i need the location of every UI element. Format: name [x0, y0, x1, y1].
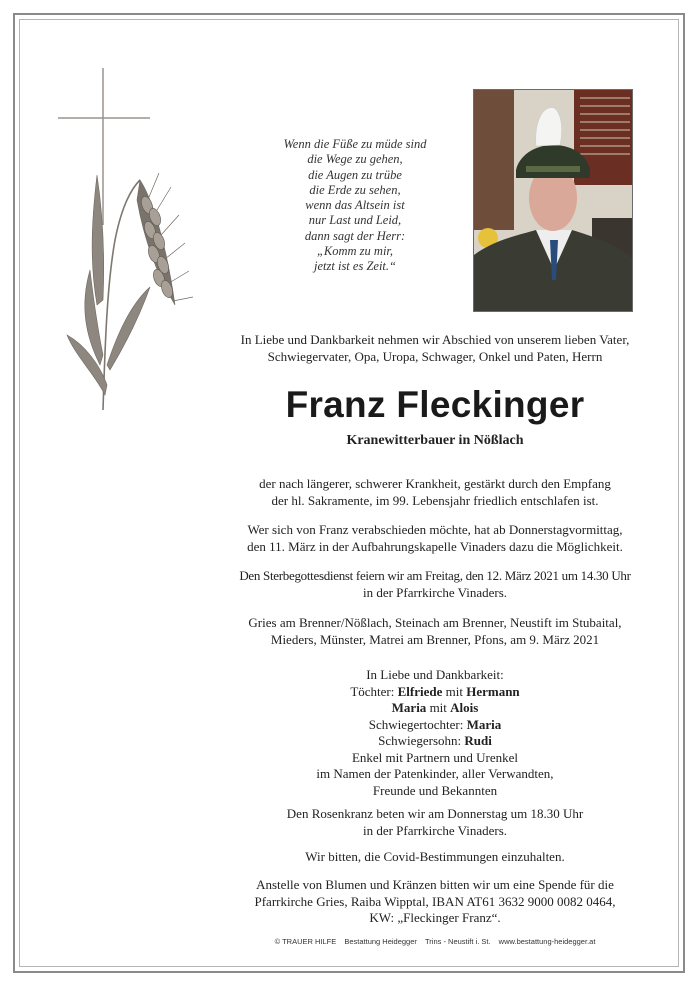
death-paragraph — [235, 476, 635, 509]
viewing-paragraph — [235, 522, 635, 555]
deceased-name: Franz Fleckinger — [285, 384, 585, 425]
daughters-label: Töchter: — [350, 683, 395, 699]
daughters-line — [235, 684, 635, 701]
text-line: Mieders, Münster, Matrei am Brenner, Pfons, am 9. März 2021 — [270, 631, 600, 647]
wheat-icon — [67, 173, 193, 410]
godchildren-line: im Namen der Patenkinder, aller Verwandten, — [316, 766, 554, 781]
mourners-list — [235, 667, 635, 799]
footer — [235, 937, 635, 946]
text-line: in der Pfarrkirche Vinaders. — [362, 584, 508, 600]
daughter-in-law-name: Maria — [466, 716, 502, 732]
cross-wheat-ornament — [55, 65, 205, 415]
portrait-photo — [473, 89, 633, 312]
footer-brand: © TRAUER HILFE — [274, 937, 337, 946]
donation-paragraph — [235, 877, 635, 927]
cross-icon — [58, 68, 150, 225]
poem-line: wenn das Altsein ist — [305, 198, 405, 213]
poem-line: die Wege zu gehen, — [307, 152, 403, 167]
mourners-heading: In Liebe und Dankbarkeit: — [366, 667, 504, 682]
son-in-law-line — [235, 733, 635, 750]
daughter-name: Maria — [391, 700, 427, 715]
poem — [250, 137, 460, 275]
spouse-name: Alois — [450, 700, 479, 715]
footer-website[interactable]: www.bestattung-heidegger.at — [498, 937, 596, 946]
places-date-paragraph — [235, 615, 635, 648]
with-word: mit — [429, 700, 447, 715]
intro-line: Schwiegervater, Opa, Uropa, Schwager, Onkel und Paten, Herrn — [267, 348, 603, 364]
covid-notice — [235, 849, 635, 866]
text-line: den 11. März in der Aufbahrungskapelle Vinaders dazu die Möglichkeit. — [247, 538, 623, 554]
son-in-law-label: Schwiegersohn: — [378, 733, 462, 748]
text-line: Anstelle von Blumen und Kränzen bitten wir um eine Spende für die — [256, 877, 614, 892]
poem-line: die Augen zu trübe — [308, 167, 402, 182]
text-line: Wir bitten, die Covid-Bestimmungen einzuhalten. — [305, 849, 565, 864]
text-line: Pfarrkirche Gries, Raiba Wipptal, IBAN AT61 3632 9000 0082 0464, — [254, 893, 616, 909]
grandchildren-line: Enkel mit Partnern und Urenkel — [351, 749, 519, 765]
deceased-subtitle: Kranewitterbauer in Nößlach — [346, 433, 524, 448]
daughter-in-law-label: Schwiegertochter: — [368, 716, 464, 732]
text-line: Den Rosenkranz beten wir am Donnerstag um 18.30 Uhr — [286, 806, 584, 821]
text-line: KW: „Fleckinger Franz“. — [369, 910, 501, 925]
text-line: Gries am Brenner/Nößlach, Steinach am Brenner, Neustift im Stubaital, — [248, 615, 622, 630]
friends-line: Freunde und Bekannten — [372, 782, 498, 798]
text-line: in der Pfarrkirche Vinaders. — [362, 822, 508, 838]
poem-line: jetzt ist es Zeit.“ — [314, 259, 396, 274]
poem-line: nur Last und Leid, — [308, 213, 402, 228]
text-line: der hl. Sakramente, im 99. Lebensjahr friedlich entschlafen ist. — [271, 492, 599, 508]
rosary-paragraph — [235, 806, 635, 839]
text-line: Wer sich von Franz verabschieden möchte, hat ab Donnerstagvormittag, — [247, 522, 623, 537]
text-line: Den Sterbegottesdienst feiern wir am Freitag, den 12. März 2021 um 14.30 Uhr — [239, 568, 631, 583]
with-word: mit — [445, 683, 463, 699]
poem-line: dann sagt der Herr: — [304, 228, 406, 243]
intro-text — [235, 332, 635, 365]
text-line: der nach längerer, schwerer Krankheit, gestärkt durch den Empfang — [259, 476, 611, 491]
funeral-mass-paragraph — [235, 568, 635, 601]
poem-line: die Erde zu sehen, — [309, 182, 401, 197]
intro-line: In Liebe und Dankbarkeit nehmen wir Abschied von unserem lieben Vater, — [240, 332, 630, 347]
footer-locations: Trins - Neustift i. St. — [425, 937, 491, 946]
footer-company: Bestattung Heidegger — [344, 937, 417, 946]
poem-line: „Komm zu mir, — [316, 244, 394, 259]
daughter-in-law-line — [235, 717, 635, 734]
spouse-name: Hermann — [466, 683, 520, 699]
poem-line: Wenn die Füße zu müde sind — [283, 137, 427, 151]
daughter-name: Elfriede — [397, 683, 443, 699]
son-in-law-name: Rudi — [464, 733, 492, 748]
daughters-line — [235, 700, 635, 717]
